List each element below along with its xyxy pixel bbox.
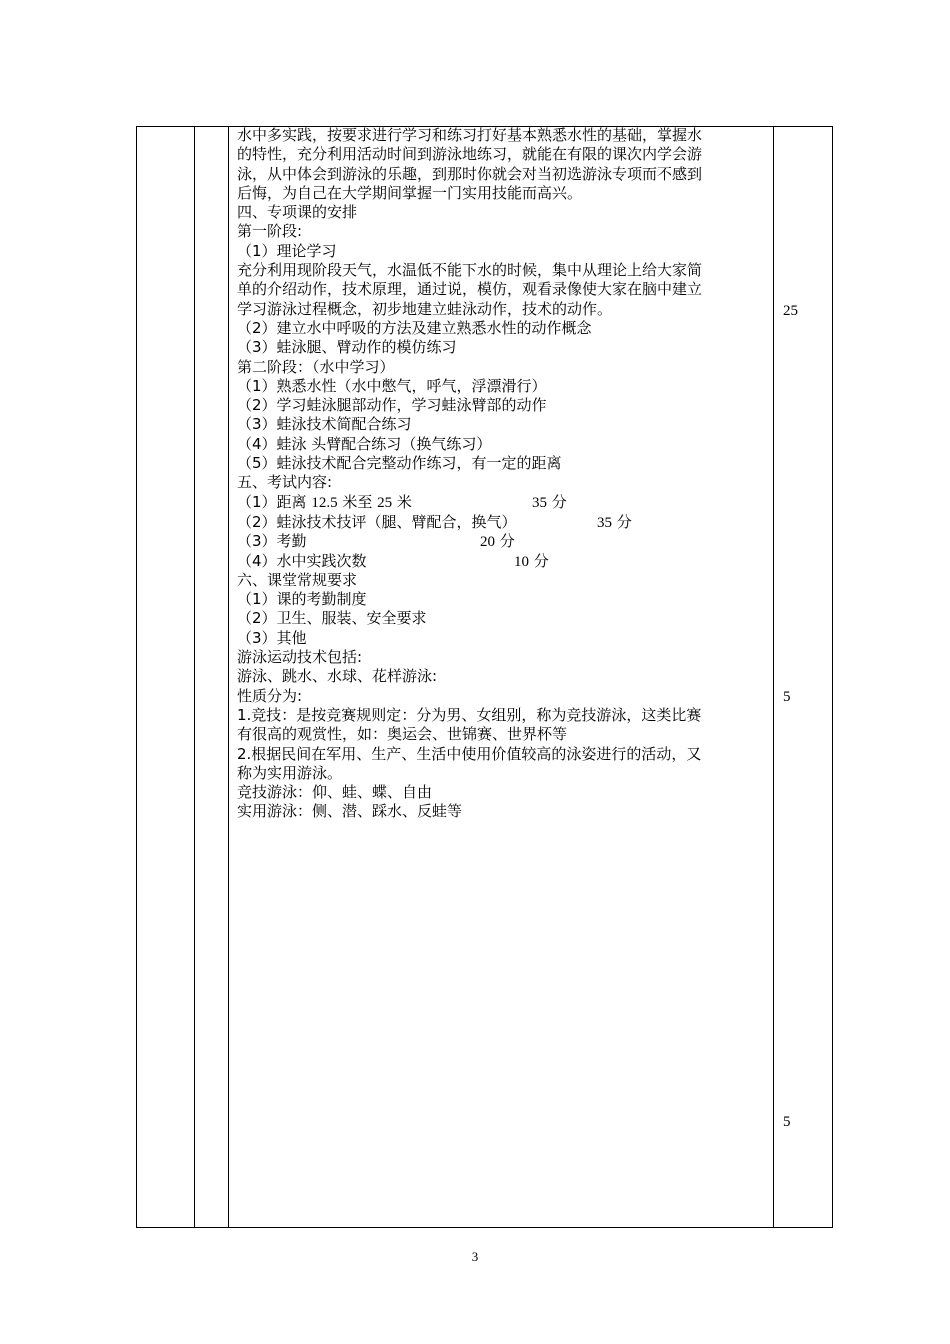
- exam-item-label: （1）距离: [237, 492, 312, 511]
- stage-label: 第二阶段：（水中学习）: [237, 357, 395, 376]
- column-divider-3: [773, 126, 774, 1228]
- section-heading: 四、专项课的安排: [237, 203, 358, 222]
- list-item: （1）熟悉水性（水中憋气，呼气，浮漂滑行）: [237, 376, 547, 395]
- competitive-definition: 有很高的观赏性，如：奥运会、世锦赛、世界杯等: [237, 725, 568, 744]
- intro-paragraph: [237, 126, 769, 203]
- lesson-content-cell: [237, 126, 769, 822]
- exam-score-value: 10: [514, 553, 529, 570]
- table-bottom-border: [136, 1227, 833, 1228]
- practical-definition: 2.根据民间在军用、生产、生活中使用价值较高的泳姿进行的活动，又: [237, 744, 702, 763]
- exam-score: [514, 552, 549, 572]
- exam-score-value: 20: [480, 534, 495, 551]
- column-divider-1: [194, 126, 195, 1228]
- exam-item-label: （3）考勤: [237, 532, 307, 551]
- description-line: 单的介绍动作，技术原理，通过说，模仿，观看录像使大家在脑中建立: [237, 280, 703, 299]
- exam-score: [480, 532, 515, 552]
- intro-line: 水中多实践，按要求进行学习和练习打好基本熟悉水性的基础，掌握水: [237, 126, 703, 144]
- exam-item: [237, 532, 769, 551]
- page-number: 3: [471, 1249, 479, 1264]
- list-item: （2）卫生、服装、安全要求: [237, 609, 427, 628]
- exam-item-number: 12.5: [311, 494, 338, 511]
- swim-tech-list: 游泳、跳水、水球、花样游泳:: [237, 667, 438, 686]
- description-line: 充分利用现阶段天气，水温低不能下水的时候，集中从理论上给大家简: [237, 261, 703, 280]
- competitive-styles: 竞技游泳：仰、蛙、蝶、自由: [237, 783, 433, 802]
- list-item: （3）其他: [237, 628, 307, 647]
- exam-item: [237, 513, 769, 532]
- list-item: （1）理论学习: [237, 241, 337, 260]
- list-item: （5）蛙泳技术配合完整动作练习，有一定的距离: [237, 454, 562, 473]
- exam-item: [237, 552, 769, 571]
- swim-tech-label: 游泳运动技术包括:: [237, 648, 363, 667]
- practical-definition: 称为实用游泳。: [237, 763, 343, 782]
- list-item: （4）蛙泳 头臂配合练习（换气练习）: [237, 434, 492, 453]
- exam-score-unit: 分: [495, 532, 515, 551]
- list-item: （2）学习蛙泳腿部动作，学习蛙泳臂部的动作: [237, 396, 547, 415]
- time-value: 25: [783, 303, 798, 319]
- practical-styles: 实用游泳：侧、潜、踩水、反蛙等: [237, 802, 463, 821]
- section-heading: 六、课堂常规要求: [237, 570, 358, 589]
- intro-line: 的特性，充分利用活动时间到游泳地练习，就能在有限的课次内学会游: [237, 145, 703, 164]
- exam-score-unit: 分: [547, 492, 567, 511]
- list-item: （2）建立水中呼吸的方法及建立熟悉水性的动作概念: [237, 318, 592, 337]
- time-value: 5: [783, 1114, 791, 1130]
- exam-score-unit: 分: [612, 512, 632, 531]
- exam-score-value: 35: [597, 514, 612, 531]
- exam-item-label: （2）蛙泳技术技评（腿、臂配合，换气）: [237, 512, 517, 531]
- exam-item-number: 25: [377, 494, 393, 511]
- competitive-definition: 1.竞技：是按竞赛规则定：分为男、女组别，称为竞技游泳，这类比赛: [237, 705, 702, 724]
- list-item: （1）课的考勤制度: [237, 590, 367, 609]
- exam-score-value: 35: [532, 494, 547, 511]
- table-left-border: [136, 126, 137, 1228]
- stage1-description: [237, 261, 769, 319]
- section-heading: 五、考试内容:: [237, 473, 333, 492]
- list-item: （3）蛙泳腿、臂动作的模仿练习: [237, 338, 457, 357]
- exam-item: [237, 493, 769, 513]
- stage-label: 第一阶段:: [237, 222, 303, 241]
- time-value: 5: [783, 689, 791, 705]
- exam-score: [532, 493, 567, 513]
- list-item: （3）蛙泳技术简配合练习: [237, 415, 412, 434]
- exam-item-label: （4）水中实践次数: [237, 551, 367, 570]
- description-line: 学习游泳过程概念，初步地建立蛙泳动作，技术的动作。: [237, 299, 613, 318]
- exam-score: [597, 513, 632, 533]
- table-right-border: [832, 126, 833, 1228]
- exam-item-label: 米至: [337, 492, 378, 511]
- column-divider-2: [228, 126, 229, 1228]
- exam-score-unit: 分: [529, 551, 549, 570]
- nature-label: 性质分为:: [237, 686, 303, 705]
- intro-line: 泳，从中体会到游泳的乐趣，到那时你就会对当初选游泳专项而不感到: [237, 164, 703, 183]
- exam-item-label: 米: [392, 492, 412, 511]
- intro-line: 后悔，为自己在大学期间掌握一门实用技能而高兴。: [237, 183, 583, 202]
